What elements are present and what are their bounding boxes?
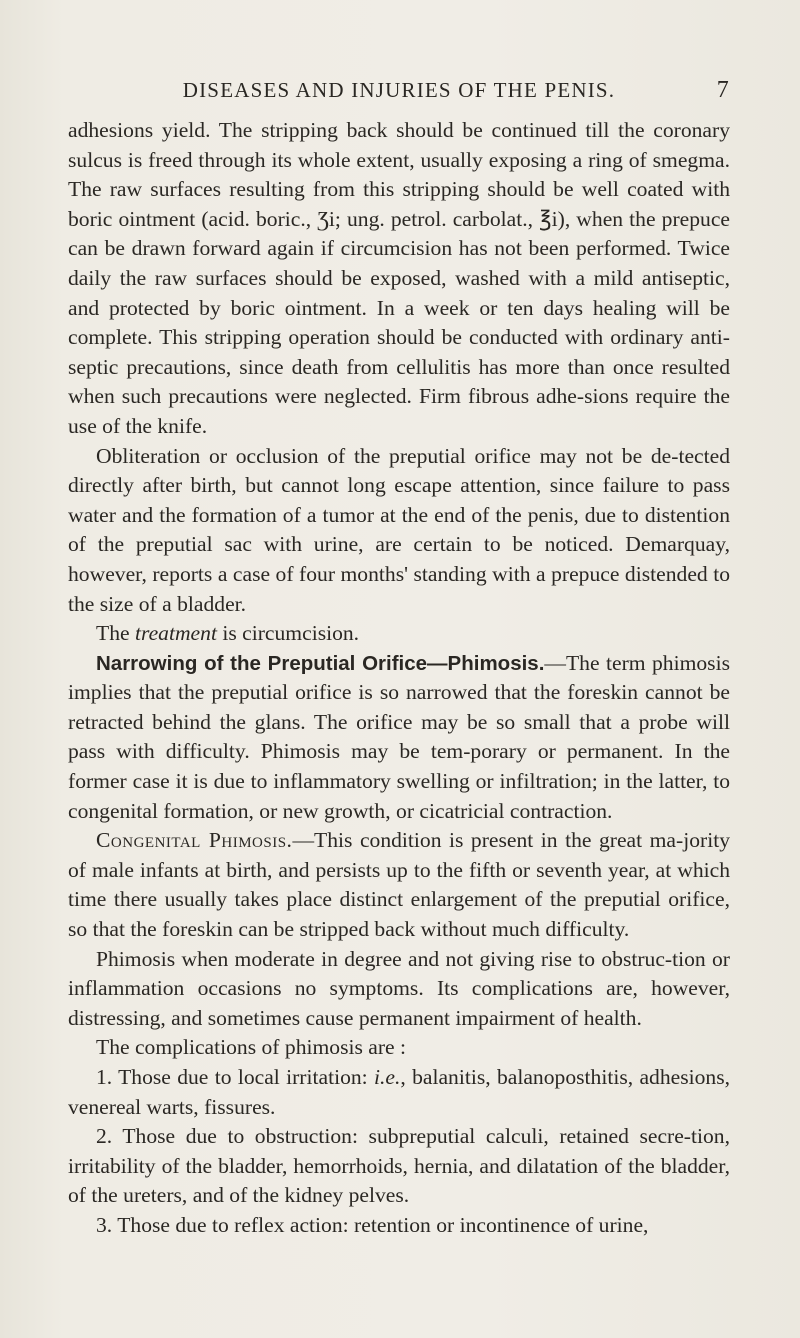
treatment-pre: The (96, 621, 135, 646)
page-number: 7 (716, 77, 730, 103)
list-item-1-post: , balanitis, balanoposthitis, adhesions, venereal warts, fissures. (68, 1065, 730, 1119)
paragraph-phimosis (68, 649, 730, 827)
paragraph-obliteration: Obliteration or occlusion of the preputial orifice may not be de-tected directly after birth, but cannot long escape attention, since failure to pass water and the formation of a tumor at the end of the penis, due to distention of the preputial sac with urine, are certain to be noticed. Demarquay, however, reports a case of four months' standing with a prepuce distended to the size of a bladder. (68, 443, 730, 616)
paragraph-adhesions: adhesions yield. The stripping back should be continued till the coronary sulcus is freed through its whole extent, usually exposing a ring of smegma. The raw surfaces resulting from this stripping should be well coated with boric ointment (acid. boric., Ʒi; ung. petrol. carbolat., ℥i), when the prepuce can be drawn forward again if circumcision has not been performed. Twice daily the raw surfaces should be exposed, washed with a mild antiseptic, and protected by boric ointment. In a week or ten days healing will be complete. This stripping operation should be conducted with ordinary anti-septic precautions, since death from cellulitis has more than once resulted when such precautions were neglected. Firm fibrous adhe-sions require the use of the knife. (68, 118, 730, 438)
running-head (68, 74, 730, 106)
list-item-1-pre: 1. Those due to local irritation: (96, 1065, 374, 1089)
subheading-congenital: Congenital Phimosis. (96, 828, 293, 853)
list-item-1-emphasis: i.e. (373, 1065, 401, 1089)
list-item-1 (68, 1063, 730, 1122)
treatment-post: is circumcision. (216, 621, 360, 646)
list-item-2: 2. Those due to obstruction: subpreputial calculi, retained secre-tion, irritability of the bladder, hemorrhoids, hernia, and dilatation of the bladder, of the ureters, and of the kidney pelves. (68, 1124, 730, 1208)
paragraph-complications: The complications of phimosis are : (96, 1035, 407, 1060)
paragraph-congenital (68, 826, 730, 944)
phimosis-text: —The term phimosis implies that the preputial orifice is so narrowed that the foreskin cannot be retracted behind the glans. The orifice may be so small that a probe will pass with difficulty. Phimosis may be tem-porary or permanent. In the former case it is due to inflammatory swelling or infiltration; in the latter, to congenital formation, or new growth, or cicatricial contraction. (68, 650, 730, 823)
paragraph-treatment (68, 619, 730, 649)
body-text (68, 116, 730, 1241)
treatment-emphasis: treatment (134, 621, 217, 646)
paragraph-moderate: Phimosis when moderate in degree and not giving rise to obstruc-tion or inflammation occasions no symptoms. Its complications are, however, distressing, and sometimes cause permanent impairment of health. (68, 946, 730, 1030)
congenital-text: —This condition is present in the great ma-jority of male infants at birth, and persists up to the fifth or seventh year, at which time there usually takes place distinct enlargement of the preputial orifice, so that the foreskin can be stripped back without much difficulty. (68, 828, 730, 942)
running-title: DISEASES AND INJURIES OF THE PENIS. (182, 78, 616, 102)
section-heading-phimosis: Narrowing of the Preputial Orifice—Phimosis. (96, 651, 545, 675)
list-item-3: 3. Those due to reflex action: retention or incontinence of urine, (96, 1212, 649, 1237)
